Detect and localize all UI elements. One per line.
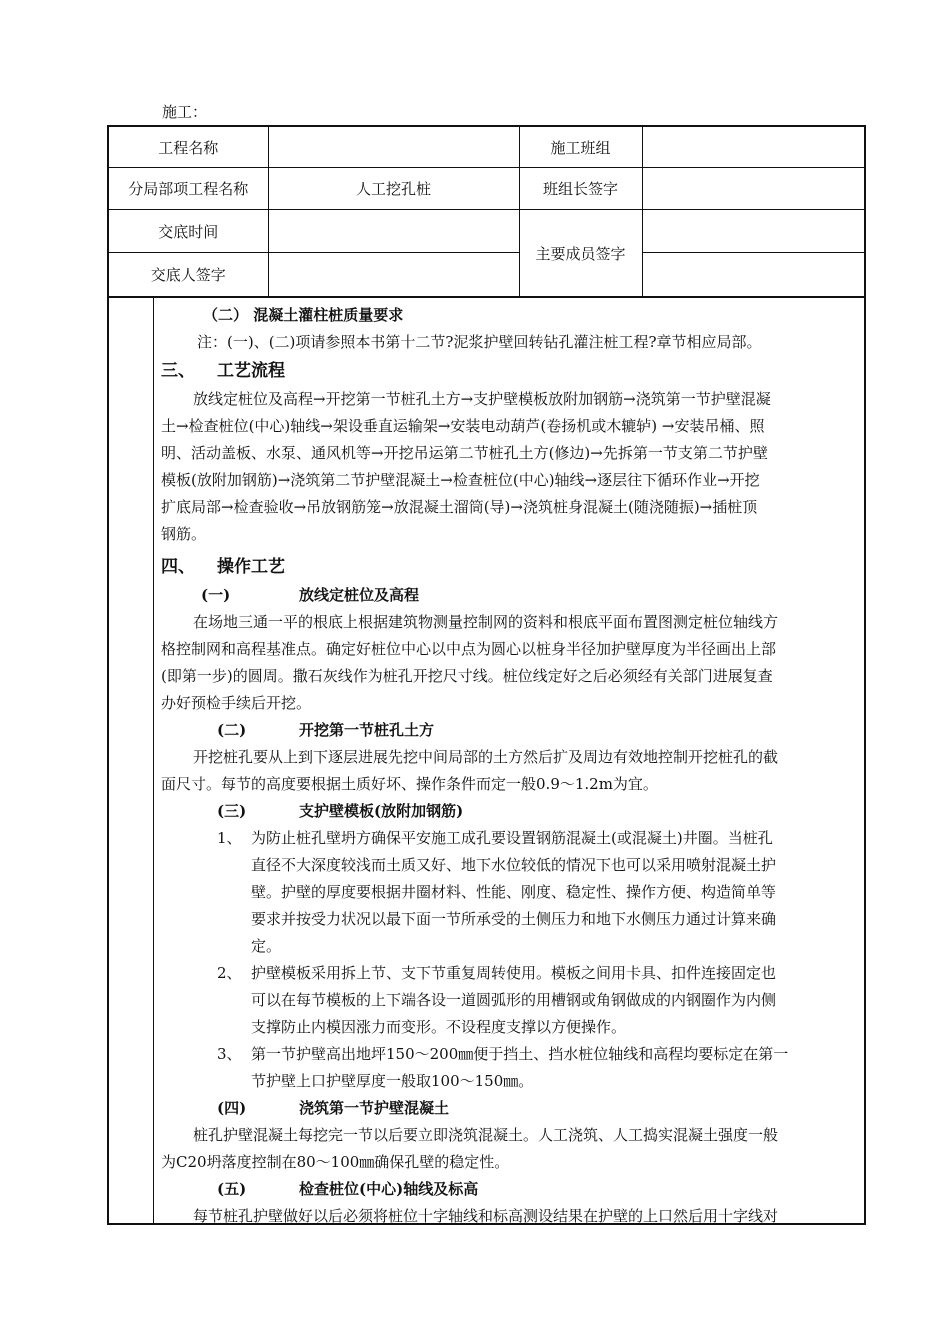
members-sign-field-2[interactable] [642, 253, 864, 297]
list-item-line: 可以在每节模板的上下端各设一道圆弧形的用槽钢或角钢做成的内钢圈作为内侧 [251, 991, 777, 1009]
list-item-number: 2、 [217, 964, 242, 982]
subsection-3-number: (三) [217, 802, 247, 820]
section-4-number: 四、 [161, 557, 195, 577]
list-item-line: 要求并按受力状况以最下面一节所承受的土侧压力和地下水侧压力通过计算来确 [251, 910, 777, 928]
list-item-3 [161, 1041, 861, 1068]
header-table [109, 127, 864, 297]
subsection-2-title: 开挖第一节桩孔土方 [299, 721, 435, 739]
subsection-5-number: (五) [217, 1180, 247, 1198]
section-3-title: 工艺流程 [217, 361, 285, 381]
members-sign-field-1[interactable] [642, 210, 864, 253]
list-item-line: 直径不大深度较浅而土质又好、地下水位较低的情况下也可以采用喷射混凝土护 [251, 856, 777, 874]
flow-line: 放线定桩位及高程→开挖第一节桩孔土方→支护壁模板放附加钢筋→浇筑第一节护壁混凝 [193, 390, 771, 408]
leader-sign-label: 班组长签字 [519, 168, 642, 210]
flow-line: 土→检查桩位(中心)轴线→架设垂直运输架→安装电动葫芦(卷扬机或木辘轳) →安装吊桶、照 [161, 417, 765, 435]
list-item-text: 第一节护壁高出地坪150～200㎜便于挡土、挡水桩位轴线和高程均要标定在第一 [251, 1045, 789, 1063]
subsection-1-heading [161, 582, 861, 609]
section-4-title: 操作工艺 [217, 557, 285, 577]
subsection-3-title: 支护壁模板(放附加钢筋) [299, 802, 464, 820]
list-item-line: 节护壁上口护壁厚度一般取100～150㎜。 [251, 1072, 534, 1090]
flow-line: 扩底局部→检查验收→吊放钢筋笼→放混凝土溜筒(导)→浇筑桩身混凝土(随浇随振)→插桩顶 [161, 498, 758, 516]
section-2-title: （二） 混凝土灌柱桩质量要求 [203, 306, 404, 324]
list-item-number: 1、 [217, 829, 242, 847]
subproject-label: 分局部项工程名称 [109, 168, 268, 210]
section-4-heading [161, 552, 861, 582]
paragraph-line: 开挖桩孔要从上到下逐层进展先挖中间局部的土方然后扩及周边有效地控制开挖桩孔的截 [193, 748, 779, 766]
issuer-sign-label: 交底人签字 [109, 253, 268, 297]
page-label: 施工： [162, 103, 208, 121]
subsection-3-heading [161, 798, 861, 825]
team-field[interactable] [642, 127, 864, 168]
time-label: 交底时间 [109, 210, 268, 253]
list-item-line: 支撑防止内模因涨力而变形。不设程度支撑以方便操作。 [251, 1018, 627, 1036]
flow-line: 模板(放附加钢筋)→浇筑第二节护壁混凝土→检查桩位(中心)轴线→逐层往下循环作业→开挖 [161, 471, 760, 489]
paragraph-line: 在场地三通一平的根底上根据建筑物测量控制网的资料和根底平面布置图测定桩位轴线方 [193, 613, 779, 631]
project-name-label: 工程名称 [109, 127, 268, 168]
left-margin-divider [153, 298, 154, 1225]
disclosure-form [107, 125, 866, 1225]
project-name-field[interactable] [268, 127, 519, 168]
flow-line: 钢筋。 [161, 525, 207, 543]
subsection-4-title: 浇筑第一节护壁混凝土 [299, 1099, 450, 1117]
paragraph-line: 办好预检手续后开挖。 [161, 694, 312, 712]
subsection-2-heading [161, 717, 861, 744]
paragraph-line: 桩孔护壁混凝土每挖完一节以后要立即浇筑混凝土。人工浇筑、人工捣实混凝土强度一般 [193, 1126, 779, 1144]
leader-sign-field[interactable] [642, 168, 864, 210]
subproject-field[interactable]: 人工挖孔桩 [268, 168, 519, 210]
list-item-line: 壁。护壁的厚度要根据井圈材料、性能、刚度、稳定性、操作方便、构造简单等 [251, 883, 777, 901]
members-sign-label: 主要成员签字 [519, 210, 642, 297]
list-item-text: 护壁模板采用拆上节、支下节重复周转使用。模板之间用卡具、扣件连接固定也 [251, 964, 777, 982]
section-2-note: 注：(一)、(二)项请参照本书第十二节?泥浆护壁回转钻孔灌注桩工程?章节相应局部。 [197, 333, 762, 351]
paragraph-line: 为C20坍落度控制在80～100㎜确保孔壁的稳定性。 [161, 1153, 510, 1171]
subsection-4-number: (四) [217, 1099, 247, 1117]
flow-line: 明、活动盖板、水泵、通风机等→开挖吊运第二节桩孔土方(修边)→先拆第一节支第二节护壁 [161, 444, 768, 462]
list-item-line: 定。 [251, 937, 282, 955]
subsection-2-number: (二) [217, 721, 247, 739]
paragraph-line: (即第一步)的圆周。撒石灰线作为桩孔开挖尺寸线。桩位线定好之后必须经有关部门进展复查 [161, 667, 773, 685]
section-3-heading [161, 356, 861, 386]
list-item-2 [161, 960, 861, 987]
list-item-1 [161, 825, 861, 852]
subsection-5-heading [161, 1176, 861, 1203]
subsection-1-title: 放线定桩位及高程 [299, 586, 420, 604]
list-item-number: 3、 [217, 1045, 242, 1063]
list-item-text: 为防止桩孔壁坍方确保平安施工成孔要设置钢筋混凝土(或混凝土)井圈。当桩孔 [251, 829, 773, 847]
subsection-5-title: 检查桩位(中心)轴线及标高 [299, 1180, 479, 1198]
time-field[interactable] [268, 210, 519, 253]
paragraph-line: 格控制网和高程基准点。确定好桩位中心以中点为圆心以桩身半径加护壁厚度为半径画出上部 [161, 640, 777, 658]
disclosure-text [161, 302, 861, 1230]
paragraph-line: 每节桩孔护壁做好以后必须将桩位十字轴线和标高测设结果在护壁的上口然后用十字线对 [193, 1207, 779, 1225]
issuer-sign-field[interactable] [268, 253, 519, 297]
section-3-number: 三、 [161, 361, 195, 381]
disclosure-content-area [109, 297, 864, 1225]
subsection-4-heading [161, 1095, 861, 1122]
subsection-1-number: (一) [201, 586, 231, 604]
paragraph-line: 面尺寸。每节的高度要根据土质好坏、操作条件而定一般0.9～1.2m为宜。 [161, 775, 658, 793]
team-label: 施工班组 [519, 127, 642, 168]
